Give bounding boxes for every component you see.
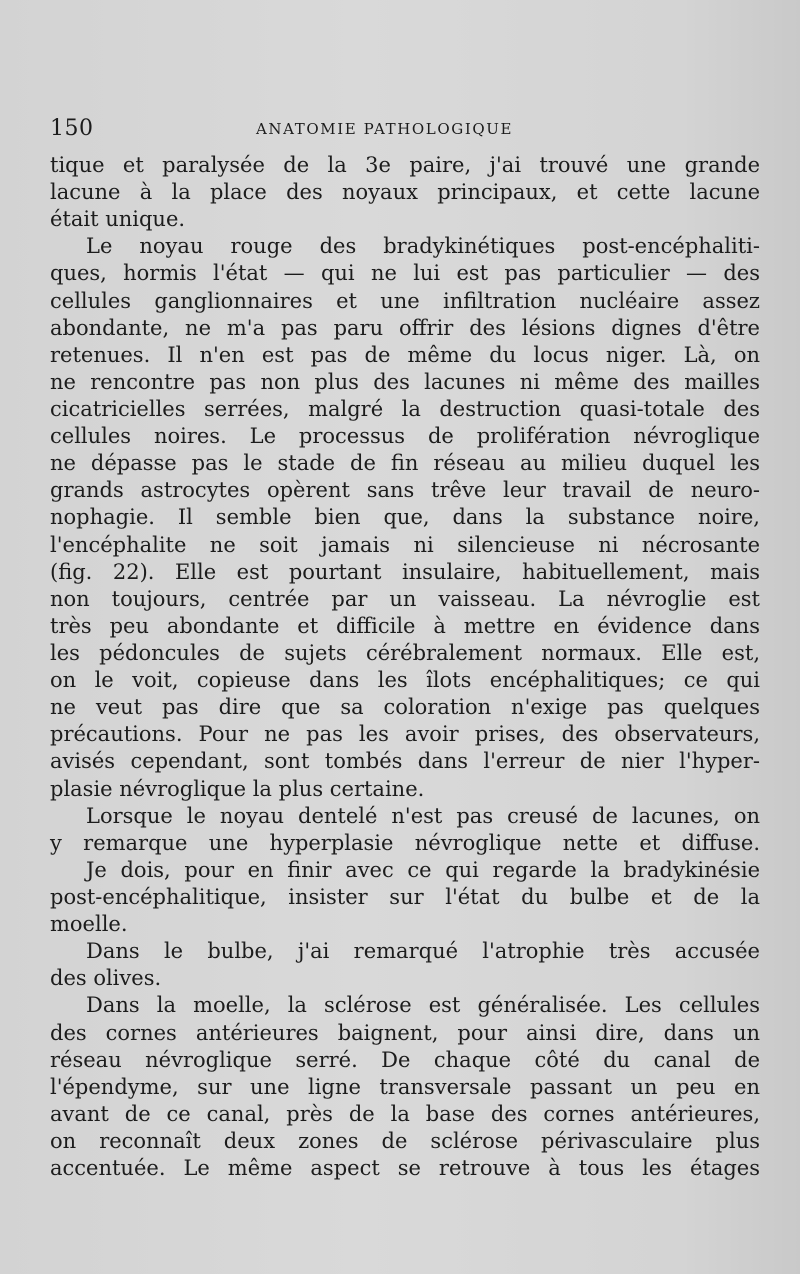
text-line: lacune à la place des noyaux principaux, et cette lacune xyxy=(50,180,760,205)
text-line: Je dois, pour en finir avec ce qui regarde la bradykinésie xyxy=(86,857,760,882)
text-line: très peu abondante et difficile à mettre en évidence dans xyxy=(50,613,760,638)
running-head: ANATOMIE PATHOLOGIQUE xyxy=(256,120,514,138)
text-line: moelle. xyxy=(50,912,128,937)
text-line: des olives. xyxy=(50,966,162,991)
text-line: plasie névroglique la plus certaine. xyxy=(50,776,425,801)
text-line: précautions. Pour ne pas les avoir prises, des observateurs, xyxy=(50,722,760,747)
text-line: cellules ganglionnaires et une infiltration nucléaire assez xyxy=(50,288,760,313)
text-line: nophagie. Il semble bien que, dans la substance noire, xyxy=(50,505,760,530)
text-line: ques, hormis l'état — qui ne lui est pas particulier — des xyxy=(50,261,760,286)
text-line: avant de ce canal, près de la base des cornes antérieures, xyxy=(50,1101,760,1126)
text-line: Lorsque le noyau dentelé n'est pas creusé de lacunes, on xyxy=(86,803,760,828)
text-line: Le noyau rouge des bradykinétiques post-encéphaliti- xyxy=(86,234,760,259)
body-text xyxy=(50,152,760,1182)
text-line: tique et paralysée de la 3e paire, j'ai trouvé une grande xyxy=(50,153,760,177)
page-number: 150 xyxy=(50,116,94,141)
text-line: on reconnaît deux zones de sclérose périvasculaire plus xyxy=(50,1128,760,1153)
text-line: Dans la moelle, la sclérose est généralisée. Les cellules xyxy=(86,993,760,1018)
text-line: ne rencontre pas non plus des lacunes ni même des mailles xyxy=(50,369,760,394)
text-line: y remarque une hyperplasie névroglique nette et diffuse. xyxy=(50,830,760,855)
text-line: (fig. 22). Elle est pourtant insulaire, habituellement, mais xyxy=(50,559,760,584)
text-line: des cornes antérieures baignent, pour ainsi dire, dans un xyxy=(50,1020,760,1045)
text-line: les pédoncules de sujets cérébralement normaux. Elle est, xyxy=(50,640,760,665)
text-line: cicatricielles serrées, malgré la destruction quasi-totale des xyxy=(50,396,760,421)
text-line: accentuée. Le même aspect se retrouve à tous les étages xyxy=(50,1156,760,1181)
text-line: Dans le bulbe, j'ai remarqué l'atrophie très accusée xyxy=(86,939,760,964)
text-line: réseau névroglique serré. De chaque côté du canal de xyxy=(50,1047,760,1072)
text-line: était unique. xyxy=(50,207,186,232)
text-line: l'encéphalite ne soit jamais ni silencieuse ni nécrosante xyxy=(50,532,760,557)
text-line: ne dépasse pas le stade de fin réseau au milieu duquel les xyxy=(50,451,760,476)
text-line: grands astrocytes opèrent sans trêve leur travail de neuro- xyxy=(50,478,760,503)
text-line: on le voit, copieuse dans les îlots encéphalitiques; ce qui xyxy=(50,668,760,693)
text-line: abondante, ne m'a pas paru offrir des lésions dignes d'être xyxy=(50,315,760,340)
text-line: avisés cependant, sont tombés dans l'erreur de nier l'hyper- xyxy=(50,749,760,774)
text-line: post-encéphalitique, insister sur l'état du bulbe et de la xyxy=(50,884,760,909)
text-line: ne veut pas dire que sa coloration n'exige pas quelques xyxy=(50,695,760,720)
text-line: l'épendyme, sur une ligne transversale passant un peu en xyxy=(50,1074,760,1099)
text-line: cellules noires. Le processus de prolifération névroglique xyxy=(50,424,760,449)
page-header xyxy=(50,116,760,146)
text-line: retenues. Il n'en est pas de même du locus niger. Là, on xyxy=(50,342,760,367)
text-line: non toujours, centrée par un vaisseau. La névroglie est xyxy=(50,586,760,611)
